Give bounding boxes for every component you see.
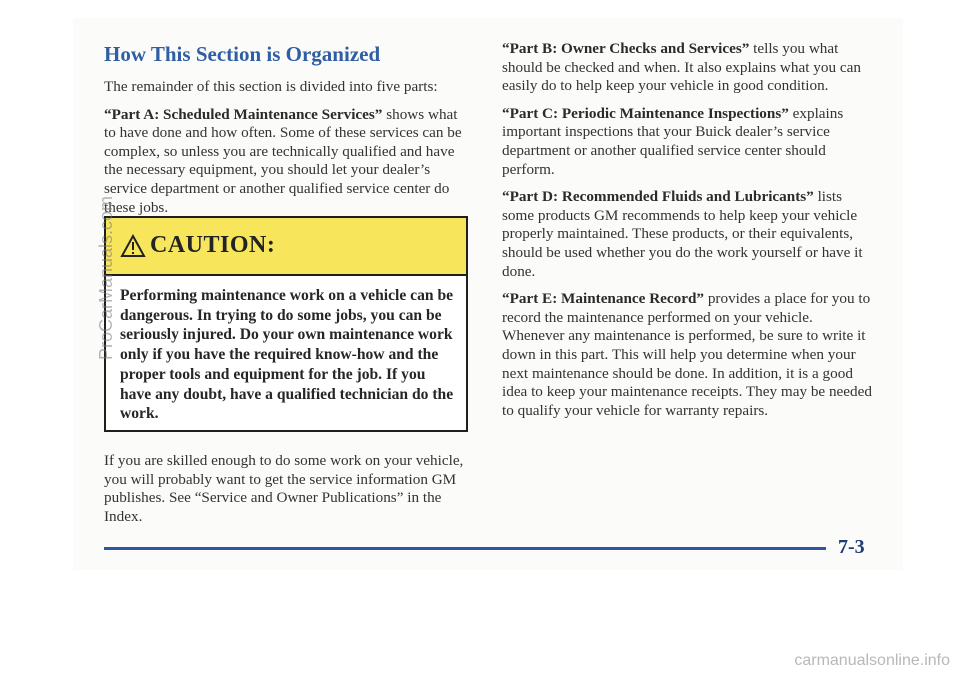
part-a-text: shows what to have done and how often. Some of these services can be complex, so unless you are technically qualified and have the necessary equipment, you should let your dealer’s service department or another qualified service center do these jobs. — [104, 105, 462, 216]
footer-rule — [104, 547, 826, 550]
left-column-bottom — [104, 452, 464, 535]
part-a-paragraph — [104, 106, 466, 218]
caution-header — [106, 218, 466, 276]
skilled-note-paragraph: If you are skilled enough to do some work on your vehicle, you will probably want to get the service information GM publishes. See “Service and Owner Publications” in the Index. — [104, 452, 464, 525]
intro-paragraph: The remainder of this section is divided into five parts: — [104, 78, 438, 95]
part-d-paragraph — [502, 188, 874, 281]
side-watermark: ProCarManuals.com — [96, 195, 116, 360]
part-a-title: “Part A: Scheduled Maintenance Services” — [104, 105, 383, 123]
part-d-text: lists some products GM recommends to help keep your vehicle properly maintained. These products, or their equivalents, should be used whether you do the work yourself or have it done. — [502, 188, 863, 280]
bottom-watermark: carmanualsonline.info — [794, 652, 950, 669]
part-c-paragraph — [502, 105, 874, 179]
warning-triangle-icon — [120, 234, 146, 258]
caution-title: CAUTION: — [150, 232, 276, 258]
part-b-text: tells you what should be checked and when. It also explains what you can easily do to help keep your vehicle in good condition. — [502, 40, 861, 95]
part-c-title: “Part C: Periodic Maintenance Inspections” — [502, 104, 789, 122]
part-b-paragraph — [502, 40, 874, 96]
section-heading: How This Section is Organized — [104, 42, 381, 66]
part-b-title: “Part B: Owner Checks and Services” — [502, 40, 750, 57]
part-e-title: “Part E: Maintenance Record” — [502, 290, 705, 308]
part-c-text: explains important inspections that your Buick dealer’s service department or another qualified service center should perform. — [502, 104, 844, 178]
part-e-text: provides a place for you to record the maintenance performed on your vehicle. Whenever any maintenance is performed, be sure to write it down in this part. This will help you determine when your next maintenance should be done. In addition, it is a good idea to keep your maintenance receipts. They may be needed to qualify your vehicle for warranty repairs. — [502, 290, 872, 419]
page-number: 7-3 — [838, 536, 865, 558]
caution-text: Performing maintenance work on a vehicle can be dangerous. In trying to do some jobs, you can be seriously injured. Do your own maintenance work only if you have the required know-how and the proper tools and equipment for the job. If you have any doubt, have a qualified technician do the work. — [120, 287, 454, 423]
caution-box — [104, 216, 468, 432]
part-e-paragraph — [502, 290, 874, 420]
left-column — [104, 40, 466, 226]
part-d-title: “Part D: Recommended Fluids and Lubricants” — [502, 188, 814, 206]
right-column — [502, 40, 874, 429]
